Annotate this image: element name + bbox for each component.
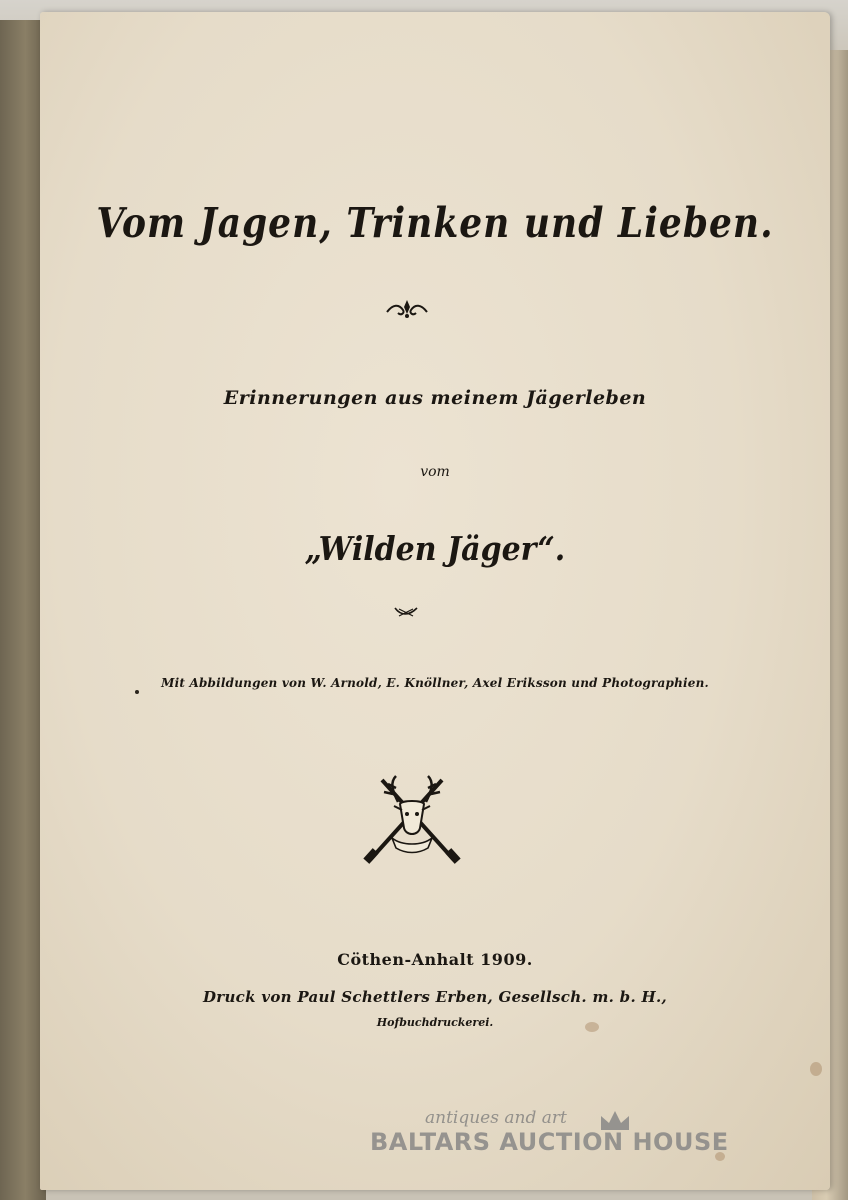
illustrations-credit: Mit Abbildungen von W. Arnold, E. Knöllner, Axel Eriksson und Photographien. — [161, 676, 709, 690]
author-name: „Wilden Jäger“. — [304, 530, 566, 569]
book-subtitle: Erinnerungen aus meinem Jägerleben — [223, 387, 647, 409]
foxing-spot — [810, 1062, 822, 1076]
floral-fleuron-icon — [385, 298, 429, 320]
ink-dot — [135, 690, 139, 694]
watermark-name: BALTARS AUCTION HOUSE — [370, 1128, 729, 1156]
title-page — [40, 12, 830, 1190]
watermark-tagline: antiques and art — [425, 1108, 567, 1128]
book-title: Vom Jagen, Trinken und Lieben. — [96, 198, 774, 248]
stag-head-crossed-rifles-emblem — [362, 772, 462, 872]
auction-house-watermark — [370, 1108, 770, 1168]
small-crossed-ornament-icon — [393, 605, 419, 619]
author-prefix: vom — [420, 464, 450, 480]
printer-designation: Hofbuchdruckerei. — [376, 1016, 494, 1029]
place-and-year: Cöthen-Anhalt 1909. — [337, 950, 533, 969]
printer-line: Druck von Paul Schettlers Erben, Gesellsch. m. b. H., — [202, 988, 668, 1006]
